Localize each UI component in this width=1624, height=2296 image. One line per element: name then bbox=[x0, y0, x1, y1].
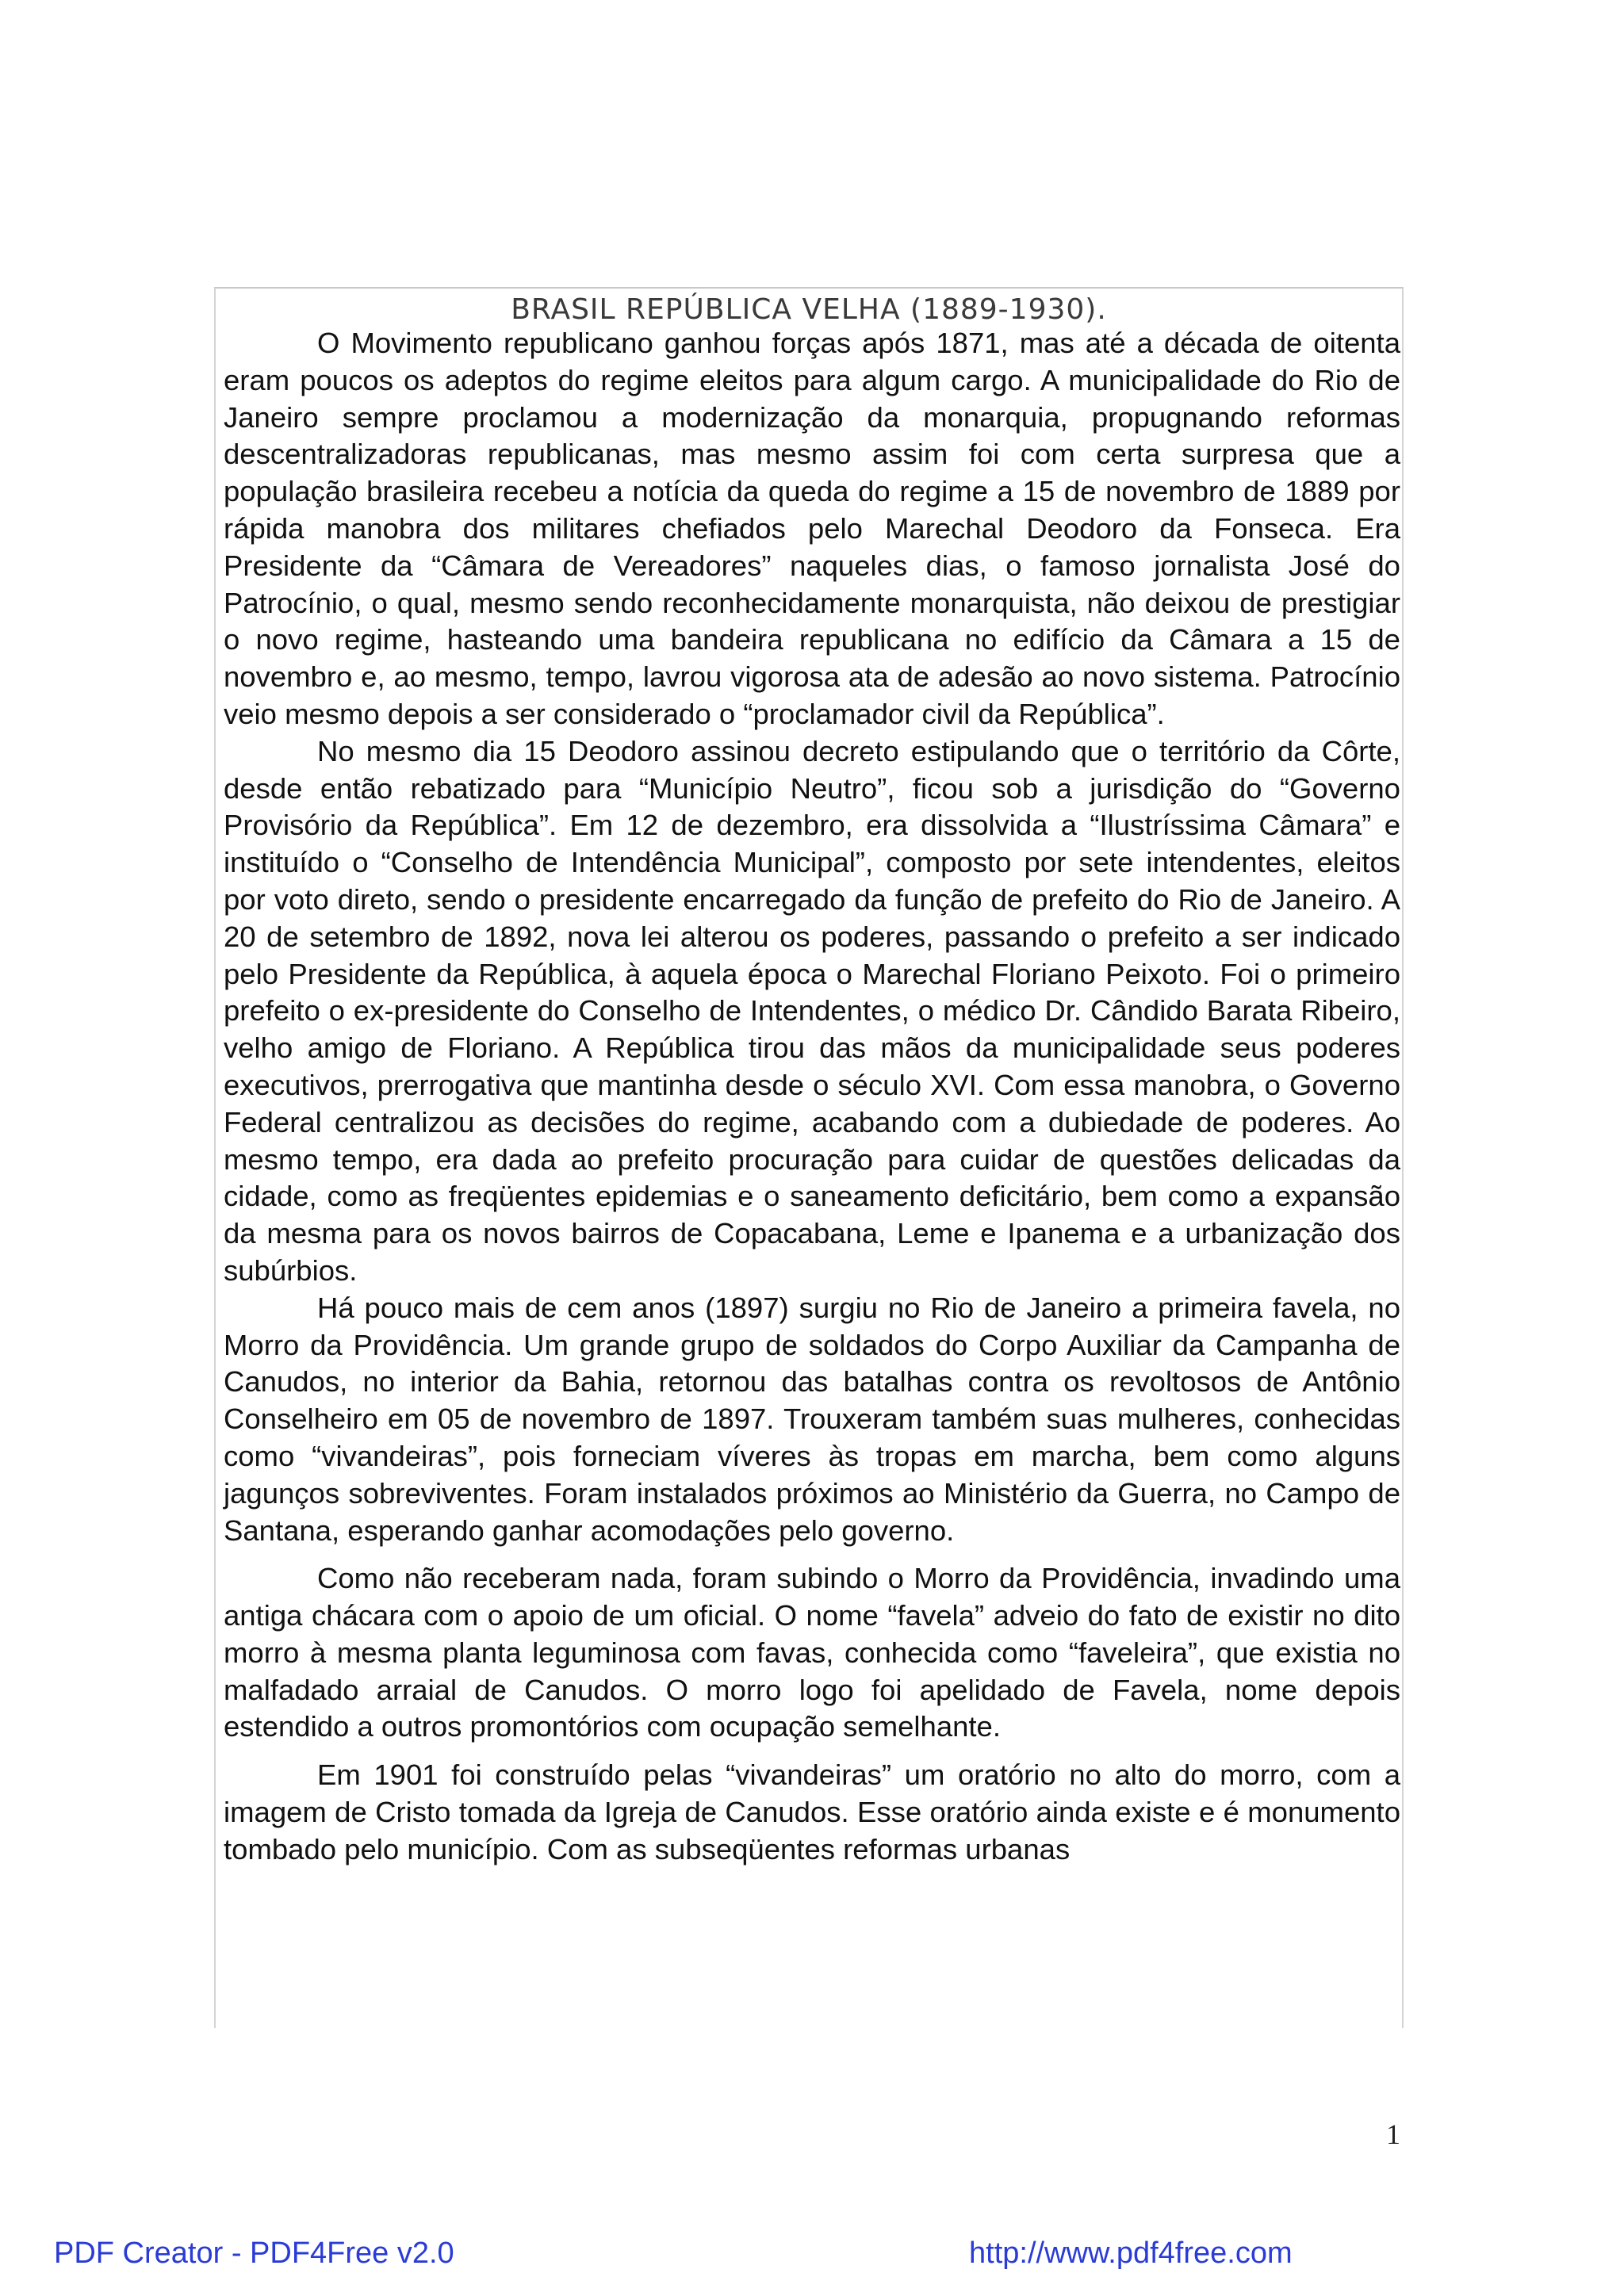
paragraph-1: O Movimento republicano ganhou forças após 1871, mas até a década de oitenta eram poucos os adeptos do regime eleitos para algum cargo. A municipalidade do Rio de Janeiro sempre proclamou a modernização da monarquia, propugnando reformas descentralizadoras republicanas, mas mesmo assim foi com certa surpresa que a população brasileira recebeu a notícia da queda do regime a 15 de novembro de 1889 por rápida manobra dos militares chefiados pelo Marechal Deodoro da Fonseca. Era Presidente da “Câmara de Vereadores” naqueles dias, o famoso jornalista José do Patrocínio, o qual, mesmo sendo reconhecidamente monarquista, não deixou de prestigiar o novo regime, hasteando uma bandeira republicana no edifício da Câmara a 15 de novembro e, ao mesmo, tempo, lavrou vigorosa ata de adesão ao novo sistema. Patrocínio veio mesmo depois a ser considerado o “proclamador civil da República”. bbox=[224, 327, 1400, 730]
page-number: 1 bbox=[1386, 2118, 1400, 2150]
document-title: BRASIL REPÚBLICA VELHA (1889-1930). bbox=[511, 293, 1107, 326]
footer-pdf-creator-label[interactable]: PDF Creator - PDF4Free v2.0 bbox=[54, 2237, 454, 2270]
paragraph-3: Há pouco mais de cem anos (1897) surgiu no Rio de Janeiro a primeira favela, no Morro da Providência. Um grande grupo de soldados do Corpo Auxiliar da Campanha de Canudos, no interior da Bahia, retornou das batalhas contra os revoltosos de Antônio Conselheiro em 05 de novembro de 1897. Trouxeram também suas mulheres, conhecidas como “vivandeiras”, pois forneciam víveres às tropas em marcha, bem como alguns jagunços sobreviventes. Foram instalados próximos ao Ministério da Guerra, no Campo de Santana, esperando ganhar acomodações pelo governo. bbox=[224, 1291, 1400, 1547]
paragraph-2: No mesmo dia 15 Deodoro assinou decreto estipulando que o território da Côrte, desde então rebatizado para “Município Neutro”, ficou sob a jurisdição do “Governo Provisório da República”. Em 12 de dezembro, era dissolvida a “Ilustríssima Câmara” e instituído o “Conselho de Intendência Municipal”, composto por sete intendentes, eleitos por voto direto, sendo o presidente encarregado da função de prefeito do Rio de Janeiro. A 20 de setembro de 1892, nova lei alterou os poderes, passando o prefeito a ser indicado pelo Presidente da República, à aquela época o Marechal Floriano Peixoto. Foi o primeiro prefeito o ex-presidente do Conselho de Intendentes, o médico Dr. Cândido Barata Ribeiro, velho amigo de Floriano. A República tirou das mãos da municipalidade seus poderes executivos, prerrogativa que mantinha desde o século XVI. Com essa manobra, o Governo Federal centralizou as decisões do regime, acabando com a dubiedade de poderes. Ao mesmo tempo, era dada ao prefeito procuração para cuidar de questões delicadas da cidade, como as freqüentes epidemias e o saneamento deficitário, bem como a expansão da mesma para os novos bairros de Copacabana, Leme e Ipanema e a urbanização dos subúrbios. bbox=[224, 734, 1400, 1287]
footer-url-link[interactable]: http://www.pdf4free.com bbox=[969, 2237, 1293, 2270]
paragraph-5: Em 1901 foi construído pelas “vivandeiras” um oratório no alto do morro, com a imagem de Cristo tomada da Igreja de Canudos. Esse oratório ainda existe e é monumento tombado pelo município. Com as subseqüentes reformas urbanas bbox=[224, 1758, 1400, 1866]
document-body bbox=[224, 325, 1400, 1869]
paragraph-4: Como não receberam nada, foram subindo o Morro da Providência, invadindo uma antiga chácara com o apoio de um oficial. O nome “favela” adveio do fato de existir no dito morro à mesma planta leguminosa com favas, conhecida como “faveleira”, que existia no malfadado arraial de Canudos. O morro logo foi apelidado de Favela, nome depois estendido a outros promontórios com ocupação semelhante. bbox=[224, 1562, 1400, 1743]
